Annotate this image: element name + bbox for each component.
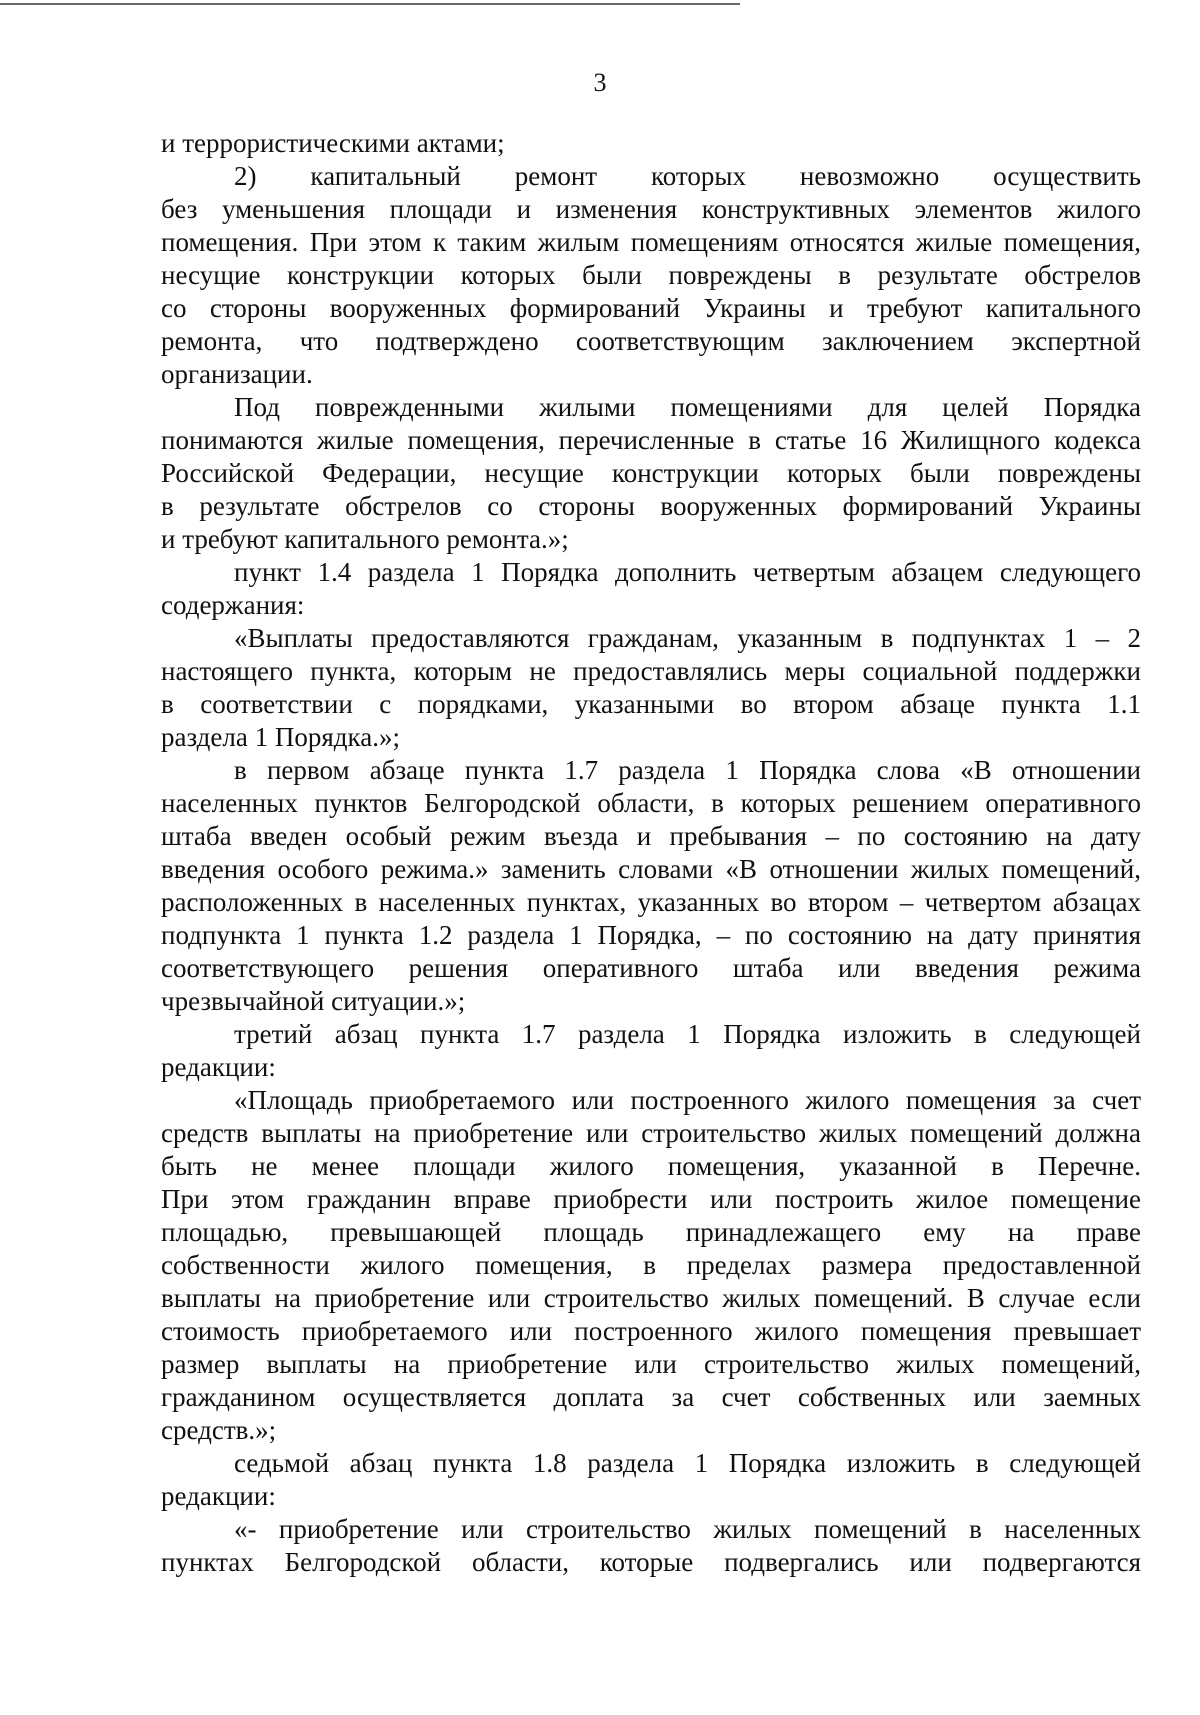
text-line: чрезвычайной ситуации.»; <box>161 986 466 1016</box>
text-line: редакции: <box>161 1481 276 1511</box>
text-line: средств.»; <box>161 1415 277 1445</box>
text-line: пунктах Белгородской области, которые подвергались или подвергаются <box>161 1547 1141 1577</box>
text-line: «Площадь приобретаемого или построенного жилого помещения за счет <box>234 1085 1141 1115</box>
text-line: быть не менее площади жилого помещения, указанной в Перечне. <box>161 1151 1141 1181</box>
text-line: организации. <box>161 359 313 389</box>
text-line: седьмой абзац пункта 1.8 раздела 1 Порядка изложить в следующей <box>234 1448 1141 1478</box>
text-line: площадью, превышающей площадь принадлежащего ему на праве <box>161 1217 1141 1247</box>
text-line: «- приобретение или строительство жилых помещений в населенных <box>234 1514 1141 1544</box>
text-line: соответствующего решения оперативного штаба или введения режима <box>161 953 1141 983</box>
text-line: введения особого режима.» заменить словами «В отношении жилых помещений, <box>161 854 1141 884</box>
top-edge-rule <box>0 3 740 5</box>
text-line: содержания: <box>161 590 305 620</box>
text-line: в результате обстрелов со стороны вооруженных формирований Украины <box>161 491 1141 521</box>
text-line: гражданином осуществляется доплата за счет собственных или заемных <box>161 1382 1141 1412</box>
text-line: Российской Федерации, несущие конструкции которых были повреждены <box>161 458 1141 488</box>
text-line: настоящего пункта, которым не предоставлялись меры социальной поддержки <box>161 656 1141 686</box>
text-line: населенных пунктов Белгородской области, в которых решением оперативного <box>161 788 1141 818</box>
text-line: понимаются жилые помещения, перечисленные в статье 16 Жилищного кодекса <box>161 425 1141 455</box>
text-line: «Выплаты предоставляются гражданам, указанным в подпунктах 1 – 2 <box>234 623 1141 653</box>
text-line: третий абзац пункта 1.7 раздела 1 Порядка изложить в следующей <box>234 1019 1141 1049</box>
text-line: раздела 1 Порядка.»; <box>161 722 400 752</box>
document-body <box>161 127 1141 1579</box>
text-line: без уменьшения площади и изменения конструктивных элементов жилого <box>161 194 1141 224</box>
text-line: При этом гражданин вправе приобрести или построить жилое помещение <box>161 1184 1141 1214</box>
text-line: и требуют капитального ремонта.»; <box>161 524 569 554</box>
text-line: несущие конструкции которых были повреждены в результате обстрелов <box>161 260 1141 290</box>
text-line: 2) капитальный ремонт которых невозможно осуществить <box>234 161 1141 191</box>
text-line: редакции: <box>161 1052 276 1082</box>
text-line: средств выплаты на приобретение или строительство жилых помещений должна <box>161 1118 1141 1148</box>
text-line: в первом абзаце пункта 1.7 раздела 1 Порядка слова «В отношении <box>234 755 1141 785</box>
text-line: помещения. При этом к таким жилым помещениям относятся жилые помещения, <box>161 227 1141 257</box>
text-line: собственности жилого помещения, в пределах размера предоставленной <box>161 1250 1141 1280</box>
text-line: ремонта, что подтверждено соответствующим заключением экспертной <box>161 326 1141 356</box>
text-line: со стороны вооруженных формирований Украины и требуют капитального <box>161 293 1141 323</box>
text-line: размер выплаты на приобретение или строительство жилых помещений, <box>161 1349 1141 1379</box>
page-number: 3 <box>593 68 607 97</box>
text-line: пункт 1.4 раздела 1 Порядка дополнить четвертым абзацем следующего <box>234 557 1141 587</box>
text-line: в соответствии с порядками, указанными во втором абзаце пункта 1.1 <box>161 689 1141 719</box>
text-line: выплаты на приобретение или строительство жилых помещений. В случае если <box>161 1283 1141 1313</box>
text-line: стоимость приобретаемого или построенного жилого помещения превышает <box>161 1316 1141 1346</box>
text-line: штаба введен особый режим въезда и пребывания – по состоянию на дату <box>161 821 1141 851</box>
text-line: Под поврежденными жилыми помещениями для целей Порядка <box>234 392 1141 422</box>
text-line: расположенных в населенных пунктах, указанных во втором – четвертом абзацах <box>161 887 1141 917</box>
text-line: подпункта 1 пункта 1.2 раздела 1 Порядка, – по состоянию на дату принятия <box>161 920 1141 950</box>
text-line: и террористическими актами; <box>161 128 505 158</box>
